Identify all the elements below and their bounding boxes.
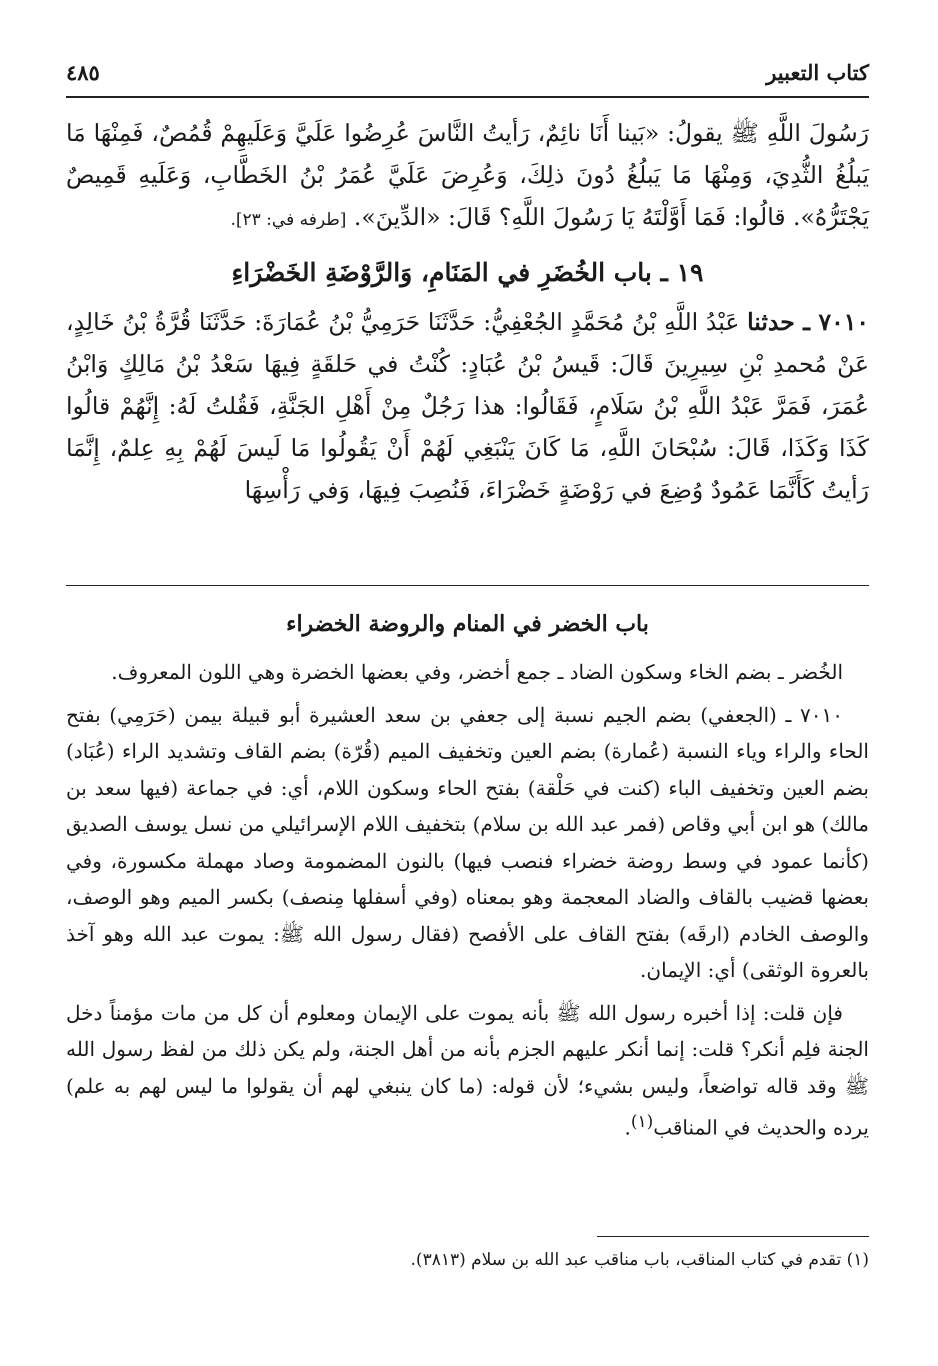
commentary-paragraph-text: فإن قلت: إذا أخبره رسول الله ﷺ بأنه يموت على الإيمان ومعلوم أن كل من مات مؤمناً دخل الجنة فلِم أنكر؟ قلت: إنما أنكر عليهم الجزم بأنه من أهل الجنة، ولم يكن ذلك من لفظ رسول الله ﷺ وقد قاله تواضعاً، وليس بشيء؛ لأن قوله: (ما كان ينبغي لهم أن يقولوا ما ليس لهم به علم) يرده والحديث في المناقب bbox=[66, 1000, 869, 1140]
page-number: ٤٨٥ bbox=[66, 60, 100, 85]
commentary-paragraph: ٧٠١٠ ـ (الجعفي) بضم الجيم نسبة إلى جعفي بن سعد العشيرة أبو قبيلة بيمن (حَرَمِي) بفتح الحاء والراء وياء النسبة (عُمارة) بضم العين وتخفيف الميم (قُرّة) بضم القاف وتشديد الراء (عُبَاد) بضم العين وتخفيف الباء (كنت في حَلْقة) بفتح الحاء وسكون اللام، أي: في جماعة (فيها سعد بن مالك) هو ابن أبي وقاص (فمر عبد الله بن سلام) بتخفيف اللام الإسرائيلي من نسل يوسف الصديق (كأنما عمود في وسط روضة خضراء فنصب فيها) بالنون المضمومة وصاد مهملة مكسورة، وفي بعضها قضيب بالقاف والضاد المعجمة وهو بمعناه (وفي أسفلها مِنصف) بكسر الميم وهو الوصف، والوصف الخادم (ارقَه) بفتح القاف على الأفصح (فقال رسول الله ﷺ: يموت عبد الله وهو آخذ بالعروة الوثقى) أي: الإيمان. bbox=[65, 702, 869, 982]
hadith-7010 bbox=[66, 301, 869, 511]
commentary-heading: باب الخضر في المنام والروضة الخضراء bbox=[286, 611, 649, 637]
hadith-number: ٧٠١٠ ـ حدثنا bbox=[747, 308, 870, 336]
hadith-continuation-text: رَسُولَ اللَّهِ ﷺ يقولُ: «بَينا أَنَا نائِمٌ، رَأيتُ النَّاسَ عُرِضُوا عَلَيَّ وَعَلَيهِمْ قُمُصٌ، فَمِنْهَا مَا يَبلُغُ الثُّدِيَ، وَمِنْهَا مَا يَبلُغُ دُونَ ذلِكَ، وَعُرِضَ عَلَيَّ عُمَرُ بْنُ الخَطَّابِ، وَعَلَيهِ قَمِيصٌ يَجْتَرُّهُ». قالُوا: فَمَا أَوَّلْتَهُ يَا رَسُولَ اللَّهِ؟ قَالَ: «الدِّينَ». bbox=[66, 119, 869, 231]
header-rule bbox=[66, 96, 869, 98]
chapter-title: ١٩ ـ باب الخُضَرِ في المَنَامِ، وَالرَّوْضَةِ الخَضْرَاءِ bbox=[231, 258, 704, 287]
hadith-continuation bbox=[66, 112, 869, 241]
commentary-paragraph: فإن قلت: إذا أخبره رسول الله ﷺ بأنه يموت على الإيمان ومعلوم أن كل من مات مؤمناً دخل الجنة فلِم أنكر؟ قلت: إنما أنكر عليهم الجزم بأنه من أهل الجنة، ولم يكن ذلك من لفظ رسول الله ﷺ وقد قاله تواضعاً، وليس بشيء؛ لأن قوله: (ما كان ينبغي لهم أن يقولوا ما ليس لهم به علم) يرده والحديث في المناقب$^{(١)}$. bbox=[66, 1000, 869, 1140]
footnote-marker: (١) bbox=[630, 1112, 654, 1132]
hadith-7010-text: عَبْدُ اللَّهِ بْنُ مُحَمَّدٍ الجُعْفِيُّ: حَدَّثَنَا حَرَمِيُّ بْنُ عُمَارَةَ: حَدَّثَنَا قُرَّةُ بْنُ خَالِدٍ، عَنْ مُحمدِ بْنِ سِيرِينَ قَالَ: قَيسُ بْنُ عُبَادٍ: كُنْتُ في حَلقَةٍ فِيهَا سَعْدُ بْنُ مَالِكٍ وَابْنُ عُمَرَ، فَمَرَّ عَبْدُ اللَّهِ بْنُ سَلَامٍ، فَقَالُوا: هذا رَجُلٌ مِنْ أَهْلِ الجَنَّةِ، فَقُلتُ لَهُ: إِنَّهُمْ قالُوا كَذَا وَكَذَا، قَالَ: سُبْحَانَ اللَّهِ، مَا كَانَ يَنْبَغِي لَهُمْ أَنْ يَقُولُوا مَا لَيسَ لَهُمْ بِهِ عِلمٌ، إِنَّمَا رَأيتُ كَأَنَّمَا عَمُودٌ وُضِعَ في رَوْضَةٍ خَضْرَاءَ، فَنُصِبَ فِيهَا، وَفي رَأْسِهَا bbox=[66, 308, 869, 504]
commentary-paragraph: الخُضر ـ بضم الخاء وسكون الضاد ـ جمع أخضر، وفي بعضها الخضرة وهي اللون المعروف. bbox=[111, 660, 843, 684]
footnote-rule bbox=[597, 1236, 869, 1237]
commentary-divider bbox=[66, 585, 869, 586]
page-header bbox=[66, 52, 869, 92]
commentary-block bbox=[66, 600, 869, 1152]
footnote: (١) تقدم في كتاب المناقب، باب مناقب عبد الله بن سلام (٣٨١٣). bbox=[410, 1250, 869, 1270]
book-title: كتاب التعبير bbox=[766, 60, 869, 85]
hadith-text-block bbox=[66, 112, 869, 511]
cross-reference: [طرفه في: ٢٣]. bbox=[230, 210, 347, 230]
